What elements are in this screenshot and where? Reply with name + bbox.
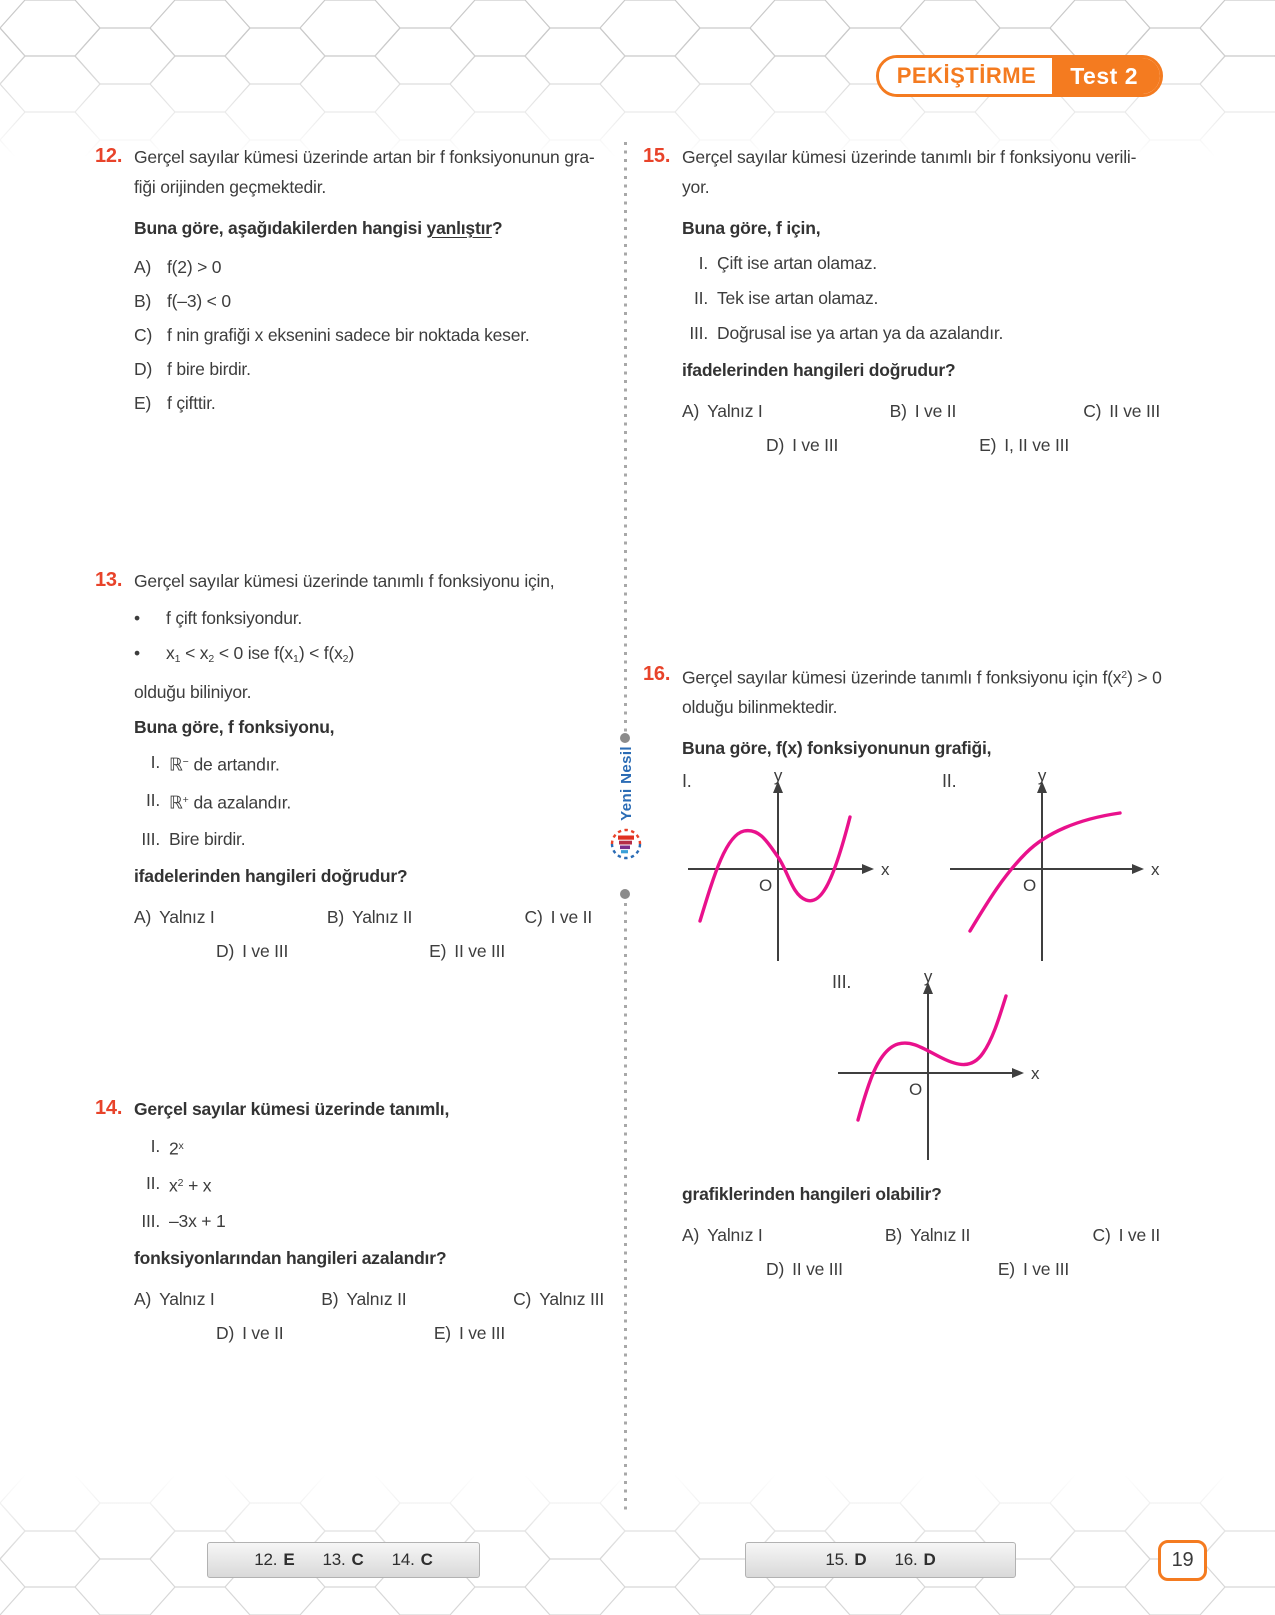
question-stem: Gerçel sayılar kümesi üzerinde tanımlı f fonksiyonu için $f(x^2) > 0$ [682, 667, 1162, 688]
options-row-2 [134, 935, 617, 967]
statements-list [134, 745, 617, 857]
option-e: E) I ve III [997, 1259, 1069, 1280]
option-c: C) II ve III [1083, 401, 1160, 421]
hex-pattern-bottom [0, 1475, 1275, 1615]
options-row-1 [134, 1283, 604, 1315]
question-prompt: Buna göre, f fonksiyonu, [134, 717, 335, 738]
option-d: D) I ve II [216, 1322, 284, 1343]
graph-3-plot [832, 970, 1060, 1162]
statement-1: I. ℝ− de artandır. [150, 752, 280, 776]
option-b: B) Yalnız II [321, 1288, 407, 1309]
stem-continuation: olduğu biliniyor. [134, 682, 252, 703]
page-number: 19 [1158, 1540, 1207, 1581]
options-row-2 [682, 1253, 1189, 1285]
answer-key-left [207, 1542, 480, 1578]
column-divider-top [624, 142, 627, 732]
option-c: C) I ve II [1092, 1225, 1160, 1246]
option-b: B) I ve II [889, 401, 957, 421]
option-c: C) f nin grafiği x eksenini sadece bir noktada keser. [134, 325, 530, 345]
question-prompt: grafiklerinden hangileri olabilir? [682, 1184, 942, 1205]
x-axis-label: x [1031, 1064, 1040, 1084]
y-axis-label: y [773, 769, 783, 786]
statement-3: III. Doğrusal ise ya artan ya da azalandır. [689, 323, 1004, 343]
badge-test-number: Test 2 [1052, 58, 1160, 94]
question-prompt: fonksiyonlarından hangileri azalandır? [134, 1247, 447, 1268]
graph-label: III. [832, 972, 852, 993]
graph-option-2 [942, 769, 1180, 970]
answer-key-item: 15. D [825, 1550, 867, 1569]
option-c: C) Yalnız III [513, 1288, 604, 1309]
options-row-1 [682, 1219, 1160, 1251]
bullet-item: • $x_1 < x_2 < 0$ ise $f(x_1) < f(x_2)$ [134, 636, 617, 677]
question-stem: Gerçel sayılar kümesi üzerinde tanımlı bir f fonksiyonu verili- [682, 147, 1137, 167]
statements-list [134, 1129, 617, 1239]
option-a: A) f(2) > 0 [134, 257, 222, 277]
question-stem: Gerçel sayılar kümesi üzerinde tanımlı, [134, 1099, 450, 1119]
divider-dot [620, 733, 630, 743]
question-12 [95, 142, 617, 420]
question-13 [95, 566, 617, 967]
question-stem: Gerçel sayılar kümesi üzerinde tanımlı f fonksiyonu için, [134, 571, 555, 591]
option-b: B) f(–3) < 0 [134, 291, 231, 311]
option-a: A) Yalnız I [134, 906, 215, 927]
option-d: D) II ve III [766, 1259, 843, 1280]
answer-key-item: 13. C [322, 1550, 364, 1569]
graph-option-3 [832, 970, 1189, 1167]
option-e: E) f çifttir. [134, 393, 216, 413]
statement-1: I. 2$^x$ [150, 1136, 184, 1159]
option-b: B) Yalnız II [326, 906, 413, 927]
question-prompt: ifadelerinden hangileri doğrudur? [134, 865, 408, 886]
option-d: D) I ve III [766, 435, 839, 455]
divider-dot [620, 889, 630, 899]
statement-2: II. $x^2 + x$ [146, 1173, 212, 1196]
option-d: D) I ve III [216, 940, 289, 961]
origin-label: O [909, 1080, 923, 1100]
question-number: 12. [95, 145, 123, 167]
statement-3: III. –3x + 1 [141, 1210, 226, 1231]
bullet-item: • f çift fonksiyondur. [134, 608, 303, 628]
graph-2-plot [942, 769, 1180, 965]
option-a: A) Yalnız I [682, 401, 763, 421]
question-prompt: Buna göre, f(x) fonksiyonunun grafiği, [682, 738, 992, 759]
statements-list [682, 246, 1189, 351]
question-16 [643, 660, 1189, 1285]
question-prompt: ifadelerinden hangileri doğrudur? [682, 360, 956, 380]
question-number: 16. [643, 663, 671, 685]
graph-label: I. [682, 771, 692, 792]
y-axis-label: y [1037, 769, 1047, 786]
question-number: 14. [95, 1097, 123, 1119]
y-axis-label: y [923, 970, 933, 987]
statement-3: III. Bire birdir. [141, 828, 246, 849]
question-prompt: Buna göre, aşağıdakilerden hangisi yanlıştır? [134, 218, 503, 238]
option-b: B) Yalnız II [884, 1225, 971, 1246]
option-e: E) II ve III [429, 940, 505, 961]
options-list [134, 250, 617, 420]
question-14 [95, 1094, 617, 1349]
option-e: E) I ve III [433, 1322, 505, 1343]
x-axis-label: x [1151, 860, 1160, 880]
answer-key-right [745, 1542, 1016, 1578]
badge-section-label: PEKİŞTİRME [879, 58, 1052, 94]
statement-1: I. Çift ise artan olamaz. [698, 253, 877, 273]
graph-label: II. [942, 771, 957, 792]
question-15 [643, 142, 1189, 461]
options-row-2 [682, 429, 1189, 461]
option-d: D) f bire birdir. [134, 359, 251, 379]
statement-2: II. Tek ise artan olamaz. [694, 288, 879, 308]
question-stem: fiği orijinden geçmektedir. [134, 177, 327, 197]
question-prompt: Buna göre, f için, [682, 218, 821, 238]
function-curve [970, 813, 1120, 931]
test-header-badge [876, 55, 1163, 97]
question-number: 13. [95, 569, 123, 591]
option-a: A) Yalnız I [134, 1288, 215, 1309]
option-c: C) I ve II [524, 906, 592, 927]
question-number: 15. [643, 145, 671, 167]
question-stem: Gerçel sayılar kümesi üzerinde artan bir f fonksiyonunun gra- [134, 147, 595, 167]
answer-key-item: 16. D [894, 1550, 936, 1569]
options-row-1 [682, 395, 1160, 427]
x-axis-label: x [881, 860, 890, 880]
question-stem: yor. [682, 177, 710, 197]
origin-label: O [759, 876, 773, 896]
options-row-2 [134, 1317, 617, 1349]
column-divider-bottom [624, 903, 627, 1513]
options-row-1 [134, 901, 592, 933]
answer-key-item: 14. C [391, 1550, 433, 1569]
answer-key-item: 12. E [254, 1550, 295, 1569]
origin-label: O [1023, 876, 1037, 896]
option-a: A) Yalnız I [682, 1225, 763, 1246]
question-stem: olduğu bilinmektedir. [682, 697, 838, 718]
option-e: E) I, II ve III [979, 435, 1069, 455]
graph-option-1 [682, 769, 910, 970]
statement-2: II. ℝ+ da azalandır. [146, 790, 292, 814]
function-curve [858, 996, 1006, 1120]
graph-1-plot [682, 769, 910, 965]
publisher-name: Yeni Nesil [617, 746, 635, 821]
inequality-expression: $x_1 < x_2 < 0$ ise $f(x_1) < f(x_2)$ [166, 643, 355, 666]
